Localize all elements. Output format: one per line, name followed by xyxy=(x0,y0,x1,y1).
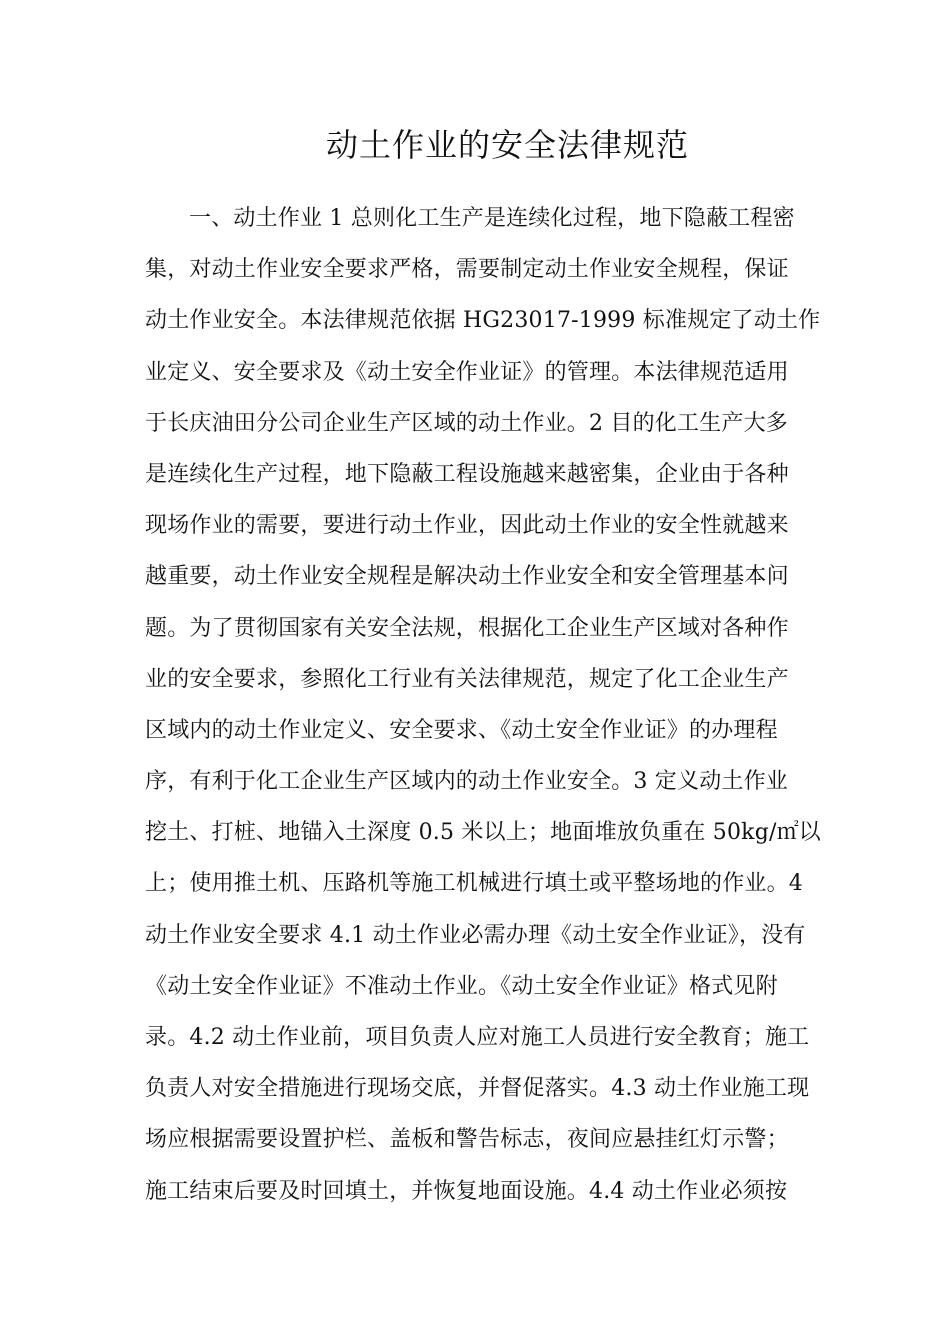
body-line: 施工结束后要及时回填土，并恢复地面设施。4.4 动土作业必须按 xyxy=(145,1178,788,1204)
body-line: 区域内的动土作业定义、安全要求、《动土安全作业证》的办理程 xyxy=(145,717,778,743)
body-line: 是连续化生产过程，地下隐蔽工程设施越来越密集，企业由于各种 xyxy=(145,461,789,487)
body-line: 现场作业的需要，要进行动土作业，因此动土作业的安全性就越来 xyxy=(145,513,789,539)
body-line: 《动土安全作业证》不准动土作业。《动土安全作业证》格式见附 xyxy=(145,973,778,999)
document-title: 动土作业的安全法律规范 xyxy=(325,126,689,164)
body-line: 业定义、安全要求及《动土安全作业证》的管理。本法律规范适用 xyxy=(145,359,789,385)
body-line: 动土作业安全要求 4.1 动土作业必需办理《动土安全作业证》，没有 xyxy=(145,922,806,948)
body-line: 业的安全要求，参照化工行业有关法律规范，规定了化工企业生产 xyxy=(145,666,789,692)
body-line: 录。4.2 动土作业前，项目负责人应对施工人员进行安全教育；施工 xyxy=(145,1025,810,1050)
body-line: 动土作业安全。本法律规范依据 HG23017-1999 标准规定了动土作 xyxy=(145,308,821,334)
body-line: 序，有利于化工企业生产区域内的动土作业安全。3 定义动土作业 xyxy=(145,769,788,795)
body-line: 题。为了贯彻国家有关安全法规，根据化工企业生产区域对各种作 xyxy=(145,615,789,641)
document-body xyxy=(145,193,821,1217)
body-line: 一、动土作业 1 总则化工生产是连续化过程，地下隐蔽工程密 xyxy=(189,206,795,231)
body-line: 越重要，动土作业安全规程是解决动土作业安全和安全管理基本问 xyxy=(145,564,789,590)
body-line: 挖土、打桩、地锚入土深度 0.5 米以上；地面堆放负重在 50kg/㎡以 xyxy=(145,820,821,846)
body-line: 负责人对安全措施进行现场交底，并督促落实。4.3 动土作业施工现 xyxy=(145,1076,810,1102)
body-line: 集，对动土作业安全要求严格，需要制定动土作业安全规程，保证 xyxy=(145,257,789,283)
body-line: 场应根据需要设置护栏、盖板和警告标志，夜间应悬挂红灯示警； xyxy=(145,1127,789,1153)
body-line: 于长庆油田分公司企业生产区域的动土作业。2 目的化工生产大多 xyxy=(145,410,788,436)
body-line: 上；使用推土机、压路机等施工机械进行填土或平整场地的作业。4 xyxy=(145,871,803,897)
